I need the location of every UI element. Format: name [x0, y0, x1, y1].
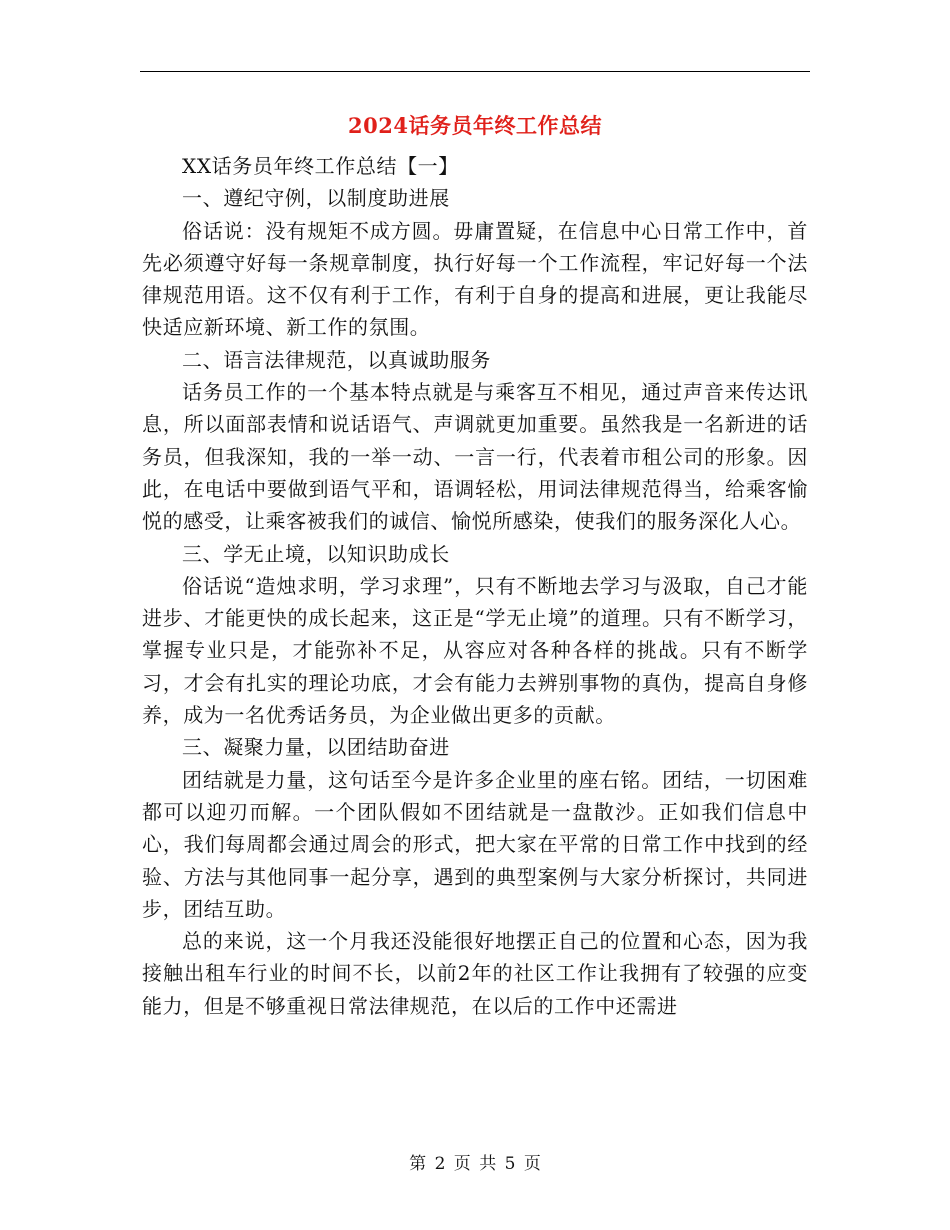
section-heading: XX话务员年终工作总结【一】 — [182, 154, 459, 178]
section-heading: 一、遵纪守例，以制度助进展 — [182, 186, 450, 211]
header-rule — [140, 71, 810, 72]
section-heading: 三、学无止境，以知识助成长 — [182, 541, 450, 566]
body-paragraph: 话务员工作的一个基本特点就是与乘客互不相见，通过声音来传达讯息，所以面部表情和说话语气、声调就更加重要。虽然我是一名新进的话务员，但我深知，我的一举一动、一言一行，代表着市租公司的形象。因此，在电话中要做到语气平和，语调轻松，用词法律规范得当，给乘客愉悦的感受，让乘客被我们的诚信、愉悦所感染，使我们的服务深化人心。 — [142, 380, 808, 534]
body-paragraph: 俗话说“造烛求明，学习求理”，只有不断地去学习与汲取，自己才能进步、才能更快的成长起来，这正是“学无止境”的道理。只有不断学习，掌握专业只是，才能弥补不足，从容应对各种各样的挑战。只有不断学习，才会有扎实的理论功底，才会有能力去辨别事物的真伪，提高自身修养，成为一名优秀话务员，为企业做出更多的贡献。 — [142, 573, 808, 728]
document-title: 2024话务员年终工作总结 — [348, 113, 602, 138]
page-number: 第 2 页 共 5 页 — [409, 1154, 541, 1174]
document-body — [142, 150, 808, 1022]
body-paragraph: 总的来说，这一个月我还没能很好地摆正自己的位置和心态，因为我接触出租车行业的时间不长，以前2年的社区工作让我拥有了较强的应变能力，但是不够重视日常法律规范，在以后的工作中还需进 — [142, 929, 808, 1018]
body-paragraph: 团结就是力量，这句话至今是许多企业里的座右铭。团结，一切困难都可以迎刃而解。一个团队假如不团结就是一盘散沙。正如我们信息中心，我们每周都会通过周会的形式，把大家在平常的日常工作中找到的经验、方法与其他同事一起分享，遇到的典型案例与大家分析探讨，共同进步，团结互助。 — [142, 767, 808, 921]
section-heading: 二、语言法律规范，以真诚助服务 — [182, 347, 491, 372]
section-heading: 三、凝聚力量，以团结助奋进 — [182, 735, 450, 760]
body-paragraph: 俗话说：没有规矩不成方圆。毋庸置疑，在信息中心日常工作中，首先必须遵守好每一条规章制度，执行好每一个工作流程，牢记好每一个法律规范用语。这不仅有利于工作，有利于自身的提高和进展，更让我能尽快适应新环境、新工作的氛围。 — [142, 218, 808, 340]
